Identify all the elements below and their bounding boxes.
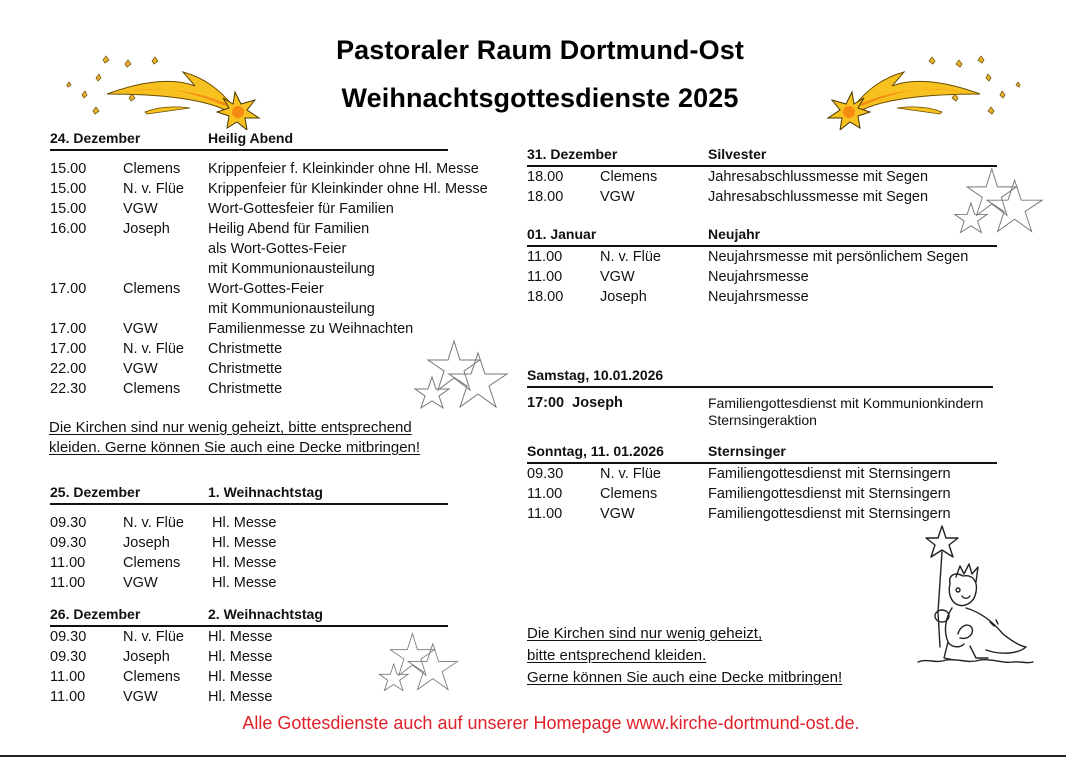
church-name: Clemens [123,555,181,571]
section-occasion: Neujahr [708,226,761,242]
section-occasion: 2. Weihnachtstag [208,606,323,622]
service-row [50,339,448,359]
service-description: Krippenfeier f. Kleinkinder ohne Hl. Messe [208,161,479,177]
service-time: 09.30 [50,649,87,665]
section-header [527,146,997,167]
service-time: 18.00 [527,189,564,205]
service-time: 16.00 [50,221,87,237]
service-row [50,279,448,299]
section-date: 01. Januar [527,226,597,242]
service-row [50,159,479,179]
church-name: VGW [600,506,635,522]
section-occasion: Heilig Abend [208,130,294,146]
service-row [50,379,448,399]
service-description: Hl. Messe [208,629,273,645]
service-description: Jahresabschlussmesse mit Segen [708,169,929,185]
church-name: Joseph [123,221,170,237]
service-row [527,167,997,187]
shooting-star-icon [822,48,1032,130]
service-time: 17.00 [50,341,87,357]
section-header [50,484,448,505]
section-date: 31. Dezember [527,146,618,162]
service-time: 11.00 [527,269,563,285]
service-description: Hl. Messe [208,669,273,685]
service-description: Neujahrsmesse [708,269,809,285]
church-name: N. v. Flüe [123,181,184,197]
section-25-dezember [50,484,448,593]
service-row [50,553,448,573]
service-row [527,504,997,524]
service-time: 22.00 [50,361,87,377]
service-description: Hl. Messe [208,689,273,705]
service-row [50,319,448,339]
service-time: 11.00 [527,486,563,502]
service-description: Wort-Gottesfeier für Familien [208,201,394,217]
church-name: N. v. Flüe [123,629,184,645]
service-row [527,484,997,504]
service-time: 11.00 [50,689,86,705]
section-date: 25. Dezember [50,484,141,500]
service-time: 18.00 [527,289,564,305]
section-occasion: Silvester [708,146,767,162]
service-description: Familiengottesdienst mit Sternsingern [708,486,951,502]
special-service [527,393,993,433]
section-31-dezember [527,146,997,207]
service-time: 11.00 [50,669,86,685]
section-samstag-10-01-2026 [527,367,993,433]
service-row [50,199,448,219]
service-row [50,299,448,319]
section-date: 24. Dezember [50,130,141,146]
section-date: 26. Dezember [50,606,141,622]
church-name: VGW [123,321,158,337]
service-time: 11.00 [50,555,86,571]
service-description: Familienmesse zu Weihnachten [208,321,414,337]
service-description: Christmette [208,341,283,357]
service-description: Familiengottesdienst mit Kommunionkindern [708,395,984,411]
service-time: 15.00 [50,161,87,177]
section-header [527,443,997,464]
service-time: 22.30 [50,381,87,397]
church-name: VGW [123,201,158,217]
service-time: 09.30 [50,629,87,645]
service-row [50,179,488,199]
heating-note [49,418,420,458]
star-cluster-icon [375,630,460,700]
church-name: N. v. Flüe [123,341,184,357]
church-name: Clemens [123,381,181,397]
section-header [50,130,448,151]
service-row [527,267,997,287]
section-header [527,226,997,247]
service-time: 09.30 [527,466,564,482]
service-time-church: 17:00 Joseph [527,395,623,411]
note-line: bitte entsprechend kleiden. [527,647,707,664]
note-line: Die Kirchen sind nur wenig geheizt, bitte entsprechend [49,419,412,436]
section-24-dezember [50,130,488,399]
church-name: N. v. Flüe [600,466,661,482]
church-name: Clemens [600,486,658,502]
service-description: Hl. Messe [208,649,273,665]
service-description: Christmette [208,381,283,397]
church-name: VGW [123,689,158,705]
service-description: Neujahrsmesse [708,289,809,305]
service-row [527,247,997,267]
church-name: Joseph [123,649,170,665]
section-01-januar [527,226,997,307]
page-title: Pastoraler Raum Dortmund-Ost [336,35,744,65]
service-description: Krippenfeier für Kleinkinder ohne Hl. Messe [208,181,488,197]
service-time: 11.00 [527,249,563,265]
service-row [527,287,997,307]
shooting-star-icon [55,48,265,130]
heating-note [527,623,842,689]
section-occasion: 1. Weihnachtstag [208,484,323,500]
service-description: Familiengottesdienst mit Sternsingern [708,506,951,522]
service-row [50,219,448,239]
service-row [50,573,448,593]
service-time: 15.00 [50,181,87,197]
star-singer-king-icon [908,522,1038,670]
church-name: Joseph [123,535,170,551]
service-description: Wort-Gottes-Feier [208,281,324,297]
church-name: Clemens [123,669,181,685]
service-row [50,239,448,259]
service-row [527,464,997,484]
star-cluster-icon [950,165,1045,243]
section-date: Sonntag, 11. 01.2026 [527,443,664,459]
section-occasion: Sternsinger [708,443,786,459]
church-name: N. v. Flüe [600,249,661,265]
service-row [50,513,448,533]
church-name: VGW [600,269,635,285]
service-time: 09.30 [50,515,87,531]
service-row [50,359,448,379]
note-line: Die Kirchen sind nur wenig geheizt, [527,625,763,642]
service-time: 11.00 [527,506,563,522]
service-description: mit Kommunionausteilung [208,301,375,317]
service-description: mit Kommunionausteilung [208,261,375,277]
service-row [50,533,448,553]
service-time: 15.00 [50,201,87,217]
service-description: Familiengottesdienst mit Sternsingern [708,466,951,482]
section-sonntag-11-01-2026 [527,443,997,524]
church-name: Joseph [600,289,647,305]
note-line: kleiden. Gerne können Sie auch eine Decke mitbringen! [49,439,421,456]
service-description: Heilig Abend für Familien [208,221,370,237]
service-time: 17.00 [50,281,87,297]
church-name: Clemens [123,161,181,177]
church-name: VGW [600,189,635,205]
service-time: 18.00 [527,169,564,185]
service-description: Hl. Messe [212,575,277,591]
service-description: Christmette [208,361,283,377]
section-header [50,606,448,627]
church-name: N. v. Flüe [123,515,184,531]
service-time: 17.00 [50,321,87,337]
church-name: VGW [123,575,158,591]
service-description: Jahresabschlussmesse mit Segen [708,189,929,205]
service-time: 11.00 [50,575,86,591]
service-description: Hl. Messe [212,515,277,531]
star-cluster-icon [410,338,510,418]
section-header [527,367,993,388]
church-name: VGW [123,361,158,377]
service-row [527,187,997,207]
church-name: Clemens [600,169,658,185]
church-name: Clemens [123,281,181,297]
service-description: Hl. Messe [212,555,277,571]
section-date: Samstag, 10.01.2026 [527,367,664,383]
bottom-divider [0,755,1066,757]
service-row [50,259,448,279]
homepage-notice: Alle Gottesdienste auch auf unserer Homepage www.kirche-dortmund-ost.de. [242,713,860,733]
service-description: Neujahrsmesse mit persönlichem Segen [708,249,969,265]
note-line: Gerne können Sie auch eine Decke mitbringen! [527,669,843,686]
service-description: Sternsingeraktion [708,412,817,428]
service-time: 09.30 [50,535,87,551]
service-description: Hl. Messe [212,535,277,551]
page-subtitle: Weihnachtsgottesdienste 2025 [341,83,739,113]
service-description: als Wort-Gottes-Feier [208,241,347,257]
